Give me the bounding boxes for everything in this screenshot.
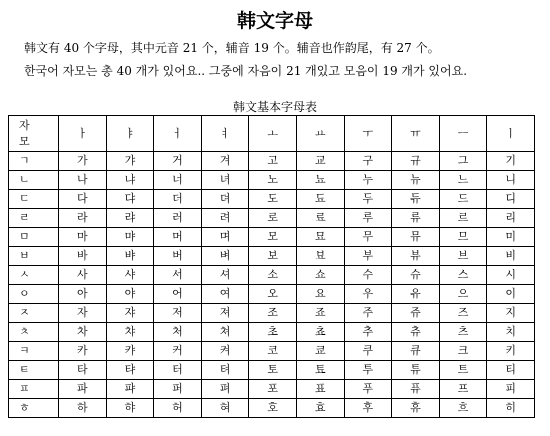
syllable-cell: 묘 — [296, 228, 344, 247]
syllable-cell: 키 — [487, 342, 535, 361]
syllable-cell: 니 — [487, 171, 535, 190]
syllable-cell: 뵤 — [296, 247, 344, 266]
syllable-cell: 비 — [487, 247, 535, 266]
syllable-cell: 효 — [296, 399, 344, 418]
syllable-cell: 쿄 — [296, 342, 344, 361]
syllable-cell: 켜 — [201, 342, 249, 361]
syllable-cell: 수 — [344, 266, 392, 285]
syllable-cell: 노 — [249, 171, 297, 190]
syllable-cell: 뱌 — [106, 247, 154, 266]
syllable-cell: 요 — [296, 285, 344, 304]
syllable-cell: 우 — [344, 285, 392, 304]
intro-paragraph-chinese: 韩文有 40 个字母，其中元音 21 个，辅音 19 个。辅音也作韵尾，有 27 个。 — [24, 41, 440, 55]
syllable-cell: 저 — [154, 304, 202, 323]
syllable-cell: 스 — [439, 266, 487, 285]
syllable-cell: 타 — [59, 361, 107, 380]
syllable-cell: 푸 — [344, 380, 392, 399]
table-row — [9, 228, 535, 247]
syllable-cell: 뮤 — [392, 228, 440, 247]
syllable-cell: 튜 — [392, 361, 440, 380]
syllable-cell: 아 — [59, 285, 107, 304]
consonant-cell: ㅂ — [9, 247, 59, 266]
syllable-cell: 부 — [344, 247, 392, 266]
table-row — [9, 190, 535, 209]
syllable-cell: 므 — [439, 228, 487, 247]
syllable-cell: 흐 — [439, 399, 487, 418]
syllable-cell: 으 — [439, 285, 487, 304]
consonant-cell: ㅎ — [9, 399, 59, 418]
syllable-cell: 보 — [249, 247, 297, 266]
syllable-cell: 츠 — [439, 323, 487, 342]
table-row — [9, 171, 535, 190]
syllable-cell: 너 — [154, 171, 202, 190]
consonant-cell: ㄷ — [9, 190, 59, 209]
syllable-cell: 먀 — [106, 228, 154, 247]
syllable-cell: 료 — [296, 209, 344, 228]
syllable-cell: 슈 — [392, 266, 440, 285]
syllable-cell: 머 — [154, 228, 202, 247]
corner-cell — [9, 116, 59, 152]
syllable-cell: 지 — [487, 304, 535, 323]
syllable-cell: 랴 — [106, 209, 154, 228]
consonant-cell: ㅊ — [9, 323, 59, 342]
syllable-cell: 느 — [439, 171, 487, 190]
syllable-cell: 프 — [439, 380, 487, 399]
syllable-cell: 쟈 — [106, 304, 154, 323]
syllable-cell: 호 — [249, 399, 297, 418]
syllable-cell: 햐 — [106, 399, 154, 418]
consonant-cell: ㅅ — [9, 266, 59, 285]
syllable-cell: 도 — [249, 190, 297, 209]
syllable-cell: 주 — [344, 304, 392, 323]
syllable-cell: 휴 — [392, 399, 440, 418]
syllable-cell: 더 — [154, 190, 202, 209]
vowel-header-cell: ㅏ — [59, 116, 107, 152]
syllable-cell: 갸 — [106, 152, 154, 171]
syllable-cell: 히 — [487, 399, 535, 418]
table-row — [9, 342, 535, 361]
consonant-cell: ㅈ — [9, 304, 59, 323]
syllable-cell: 버 — [154, 247, 202, 266]
syllable-cell: 셔 — [201, 266, 249, 285]
syllable-cell: 시 — [487, 266, 535, 285]
syllable-cell: 브 — [439, 247, 487, 266]
syllable-cell: 오 — [249, 285, 297, 304]
syllable-cell: 벼 — [201, 247, 249, 266]
syllable-cell: 트 — [439, 361, 487, 380]
syllable-cell: 즈 — [439, 304, 487, 323]
table-row — [9, 323, 535, 342]
syllable-cell: 추 — [344, 323, 392, 342]
syllable-cell: 츄 — [392, 323, 440, 342]
vowel-header-cell: ㅜ — [344, 116, 392, 152]
vowel-header-cell: ㅛ — [296, 116, 344, 152]
syllable-cell: 서 — [154, 266, 202, 285]
consonant-cell: ㄴ — [9, 171, 59, 190]
syllable-cell: 루 — [344, 209, 392, 228]
syllable-cell: 퍄 — [106, 380, 154, 399]
syllable-cell: 류 — [392, 209, 440, 228]
syllable-cell: 나 — [59, 171, 107, 190]
table-row — [9, 266, 535, 285]
corner-bottom-label: 모 — [19, 134, 30, 148]
syllable-cell: 퓨 — [392, 380, 440, 399]
syllable-cell: 다 — [59, 190, 107, 209]
syllable-cell: 샤 — [106, 266, 154, 285]
syllable-cell: 티 — [487, 361, 535, 380]
syllable-cell: 텨 — [201, 361, 249, 380]
consonant-cell: ㅌ — [9, 361, 59, 380]
syllable-cell: 규 — [392, 152, 440, 171]
consonant-cell: ㄹ — [9, 209, 59, 228]
syllable-cell: 하 — [59, 399, 107, 418]
syllable-cell: 그 — [439, 152, 487, 171]
syllable-cell: 쳐 — [201, 323, 249, 342]
syllable-cell: 야 — [106, 285, 154, 304]
syllable-cell: 펴 — [201, 380, 249, 399]
syllable-cell: 기 — [487, 152, 535, 171]
syllable-cell: 무 — [344, 228, 392, 247]
page-title: 韩文字母 — [236, 10, 313, 32]
syllable-cell: 모 — [249, 228, 297, 247]
syllable-cell: 두 — [344, 190, 392, 209]
syllable-cell: 뉴 — [392, 171, 440, 190]
syllable-cell: 마 — [59, 228, 107, 247]
syllable-cell: 댜 — [106, 190, 154, 209]
syllable-cell: 퍼 — [154, 380, 202, 399]
syllable-cell: 져 — [201, 304, 249, 323]
table-row — [9, 304, 535, 323]
table-row — [9, 247, 535, 266]
syllable-cell: 탸 — [106, 361, 154, 380]
syllable-cell: 조 — [249, 304, 297, 323]
consonant-cell: ㅋ — [9, 342, 59, 361]
syllable-cell: 냐 — [106, 171, 154, 190]
syllable-cell: 됴 — [296, 190, 344, 209]
syllable-cell: 파 — [59, 380, 107, 399]
syllable-cell: 코 — [249, 342, 297, 361]
syllable-cell: 로 — [249, 209, 297, 228]
syllable-cell: 포 — [249, 380, 297, 399]
table-row — [9, 380, 535, 399]
vowel-header-cell: ㅓ — [154, 116, 202, 152]
syllable-cell: 혀 — [201, 399, 249, 418]
syllable-cell: 려 — [201, 209, 249, 228]
syllable-cell: 치 — [487, 323, 535, 342]
syllable-cell: 미 — [487, 228, 535, 247]
syllable-cell: 커 — [154, 342, 202, 361]
table-row — [9, 209, 535, 228]
table-row — [9, 361, 535, 380]
syllable-cell: 허 — [154, 399, 202, 418]
alphabet-table-body — [9, 116, 535, 418]
vowel-header-cell: ㅣ — [487, 116, 535, 152]
table-caption: 韩文基本字母表 — [232, 100, 317, 114]
alphabet-table — [8, 115, 535, 418]
syllable-cell: 가 — [59, 152, 107, 171]
syllable-cell: 표 — [296, 380, 344, 399]
syllable-cell: 터 — [154, 361, 202, 380]
syllable-cell: 여 — [201, 285, 249, 304]
vowel-header-cell: ㅑ — [106, 116, 154, 152]
syllable-cell: 거 — [154, 152, 202, 171]
intro-paragraph-korean: 한국어 자모는 총 40 개가 있어요.. 그중에 자음이 21 개있고 모음이 19 개가 있어요. — [24, 64, 468, 78]
syllable-cell: 리 — [487, 209, 535, 228]
vowel-header-cell: ㅗ — [249, 116, 297, 152]
syllable-cell: 러 — [154, 209, 202, 228]
syllable-cell: 툐 — [296, 361, 344, 380]
syllable-cell: 어 — [154, 285, 202, 304]
consonant-cell: ㅁ — [9, 228, 59, 247]
syllable-cell: 사 — [59, 266, 107, 285]
syllable-cell: 카 — [59, 342, 107, 361]
syllable-cell: 녀 — [201, 171, 249, 190]
syllable-cell: 쇼 — [296, 266, 344, 285]
syllable-cell: 바 — [59, 247, 107, 266]
syllable-cell: 며 — [201, 228, 249, 247]
table-row — [9, 399, 535, 418]
vowel-header-cell: ㅕ — [201, 116, 249, 152]
syllable-cell: 토 — [249, 361, 297, 380]
consonant-cell: ㅇ — [9, 285, 59, 304]
syllable-cell: 뎌 — [201, 190, 249, 209]
header-row — [9, 116, 535, 152]
vowel-header-cell: ㅡ — [439, 116, 487, 152]
syllable-cell: 라 — [59, 209, 107, 228]
syllable-cell: 듀 — [392, 190, 440, 209]
syllable-cell: 죠 — [296, 304, 344, 323]
syllable-cell: 고 — [249, 152, 297, 171]
syllable-cell: 디 — [487, 190, 535, 209]
syllable-cell: 소 — [249, 266, 297, 285]
syllable-cell: 캬 — [106, 342, 154, 361]
table-row — [9, 152, 535, 171]
syllable-cell: 유 — [392, 285, 440, 304]
syllable-cell: 이 — [487, 285, 535, 304]
syllable-cell: 교 — [296, 152, 344, 171]
syllable-cell: 큐 — [392, 342, 440, 361]
syllable-cell: 처 — [154, 323, 202, 342]
syllable-cell: 누 — [344, 171, 392, 190]
syllable-cell: 뷰 — [392, 247, 440, 266]
syllable-cell: 뇨 — [296, 171, 344, 190]
corner-top-label: 자 — [19, 118, 30, 132]
vowel-header-cell: ㅠ — [392, 116, 440, 152]
syllable-cell: 자 — [59, 304, 107, 323]
syllable-cell: 드 — [439, 190, 487, 209]
syllable-cell: 쥬 — [392, 304, 440, 323]
syllable-cell: 크 — [439, 342, 487, 361]
syllable-cell: 겨 — [201, 152, 249, 171]
consonant-cell: ㅍ — [9, 380, 59, 399]
syllable-cell: 후 — [344, 399, 392, 418]
consonant-cell: ㄱ — [9, 152, 59, 171]
syllable-cell: 쿠 — [344, 342, 392, 361]
table-row — [9, 285, 535, 304]
syllable-cell: 구 — [344, 152, 392, 171]
syllable-cell: 차 — [59, 323, 107, 342]
syllable-cell: 초 — [249, 323, 297, 342]
syllable-cell: 피 — [487, 380, 535, 399]
syllable-cell: 챠 — [106, 323, 154, 342]
syllable-cell: 투 — [344, 361, 392, 380]
syllable-cell: 쵸 — [296, 323, 344, 342]
syllable-cell: 르 — [439, 209, 487, 228]
